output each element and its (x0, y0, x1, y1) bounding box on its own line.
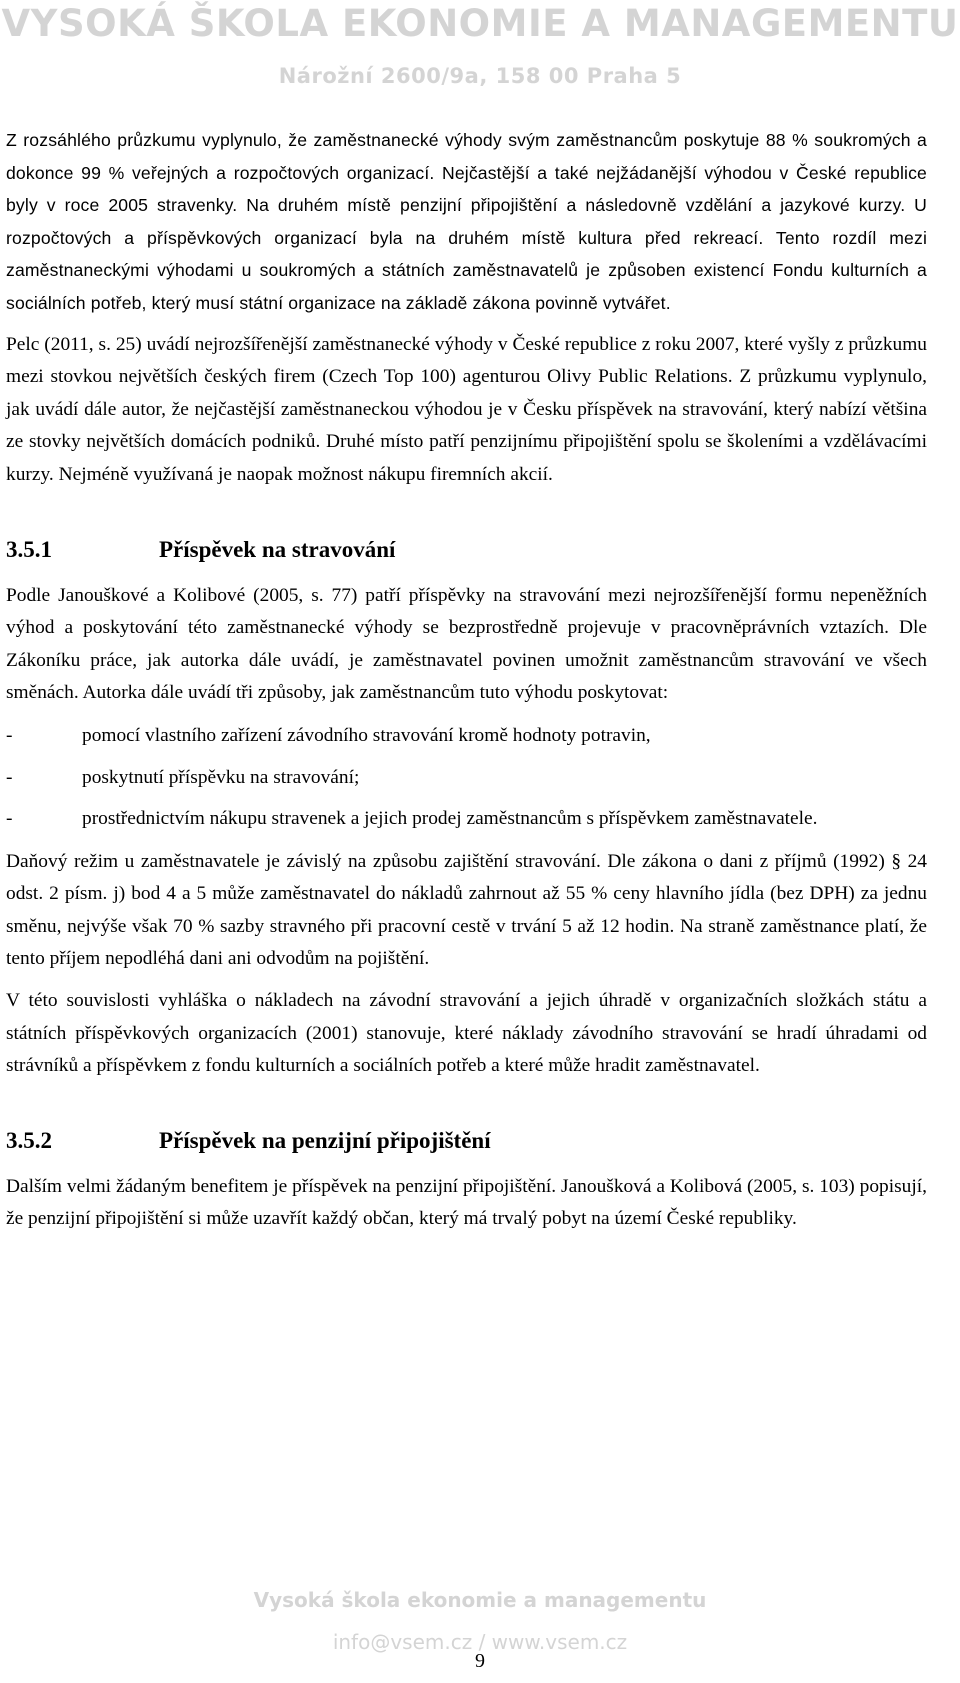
list-item (6, 720, 927, 753)
list-marker: - (6, 808, 13, 830)
watermark-institution: VYSOKÁ ŠKOLA EKONOMIE A MANAGEMENTU (1, 2, 959, 45)
section-3-5-1-paragraph-2: Daňový režim u zaměstnavatele je závislý na způsobu zajištění stravování. Dle zákona o dani z příjmů (1992) § 24 odst. 2 písm. j) bod 4 a 5 může zaměstnavatel do nákladů zahrnout až 55 % ceny hlavního jídla (bez DPH) za jednu směnu, nejvýše však 70 % sazby stravného při pracovní cestě v trvání 5 až 12 hodin. Na straně zaměstnance platí, že tento příjem nepodléhá dani ani odvodům na pojištění. (6, 850, 927, 970)
section-3-5-1-paragraph-3: V této souvislosti vyhláška o nákladech na závodní stravování a jejich úhradě v organizačních složkách státu a státních příspěvkových organizacích (2001) stanovuje, které náklady závodního stravování se hradí úhradami od strávníků a příspěvkem z fondu kulturních a sociálních potřeb a které může hradit zaměstnavatel. (6, 990, 927, 1077)
section-heading-3-5-2 (6, 1121, 927, 1161)
page-number: 9 (475, 1650, 485, 1672)
section-3-5-2-paragraph-1: Dalším velmi žádaným benefitem je příspěvek na penzijní připojištění. Janoušková a Kolibová (2005, s. 103) popisují, že penzijní připojištění si může uzavřít každý občan, který má trvalý pobyt na území České republiky. (6, 1175, 927, 1230)
list-marker: - (6, 724, 13, 746)
watermark-footer-name: Vysoká škola ekonomie a managementu (253, 1588, 707, 1612)
section-title: Příspěvek na penzijní připojištění (159, 1127, 491, 1153)
intro-paragraph-1: Z rozsáhlého průzkumu vyplynulo, že zaměstnanecké výhody svým zaměstnancům poskytuje 88 % soukromých a dokonce 99 % veřejných a rozpočtových organizací. Nejčastější a také nejžádanější výhodou v České republice byly v roce 2005 stravenky. Na druhém místě penzijní připojištění a následovně vzdělání a jazykové kurzy. U rozpočtových a příspěvkových organizací byla na druhém místě kultura před rekreací. Tento rozdíl mezi zaměstnaneckými výhodami u soukromých a státních zaměstnavatelů je způsoben existencí Fondu kulturních a sociálních potřeb, který musí státní organizace na základě zákona povinně vytvářet. (6, 130, 927, 313)
list-item (6, 803, 927, 836)
section-heading-3-5-1 (6, 530, 927, 570)
list-marker: - (6, 766, 13, 788)
document-body (6, 124, 927, 1236)
section-3-5-1-paragraph-1: Podle Janouškové a Kolibové (2005, s. 77) patří příspěvky na stravování mezi nejrozšířenější formu nepeněžních výhod a poskytování této zaměstnanecké výhody se bezprostředně projevuje v pracovněprávních vztazích. Dle Zákoníku práce, jak autorka dále uvádí, je zaměstnavatel povinen umožnit zaměstnancům stravování ve všech směnách. Autorka dále uvádí tři způsoby, jak zaměstnancům tuto výhodu poskytovat: (6, 584, 927, 704)
section-title: Příspěvek na stravování (159, 536, 396, 562)
section-number: 3.5.2 (6, 1127, 52, 1153)
watermark-footer-contact: info@vsem.cz / www.vsem.cz (332, 1630, 628, 1654)
section-number: 3.5.1 (6, 536, 52, 562)
intro-paragraph-2: Pelc (2011, s. 25) uvádí nejrozšířenější zaměstnanecké výhody v České republice z roku 2007, které vyšly z průzkumu mezi stovkou největších českých firem (Czech Top 100) agenturou Olivy Public Relations. Z průzkumu vyplynulo, jak uvádí dále autor, že nejčastější zaměstnaneckou výhodou je v Česku příspěvek na stravování, který nabízí většina ze stovky největších domácích podniků. Druhé místo patří penzijnímu připojištění spolu se školeními a vzdělávacími kurzy. Nejméně využívaná je naopak možnost nákupu firemních akcií. (6, 333, 927, 485)
list-item-text: poskytnutí příspěvku na stravování; (82, 766, 360, 788)
list-item-text: pomocí vlastního zařízení závodního stravování kromě hodnoty potravin, (82, 724, 651, 746)
watermark-address: Nárožní 2600/9a, 158 00 Praha 5 (278, 64, 682, 88)
benefit-methods-list (6, 720, 927, 836)
list-item-text: prostřednictvím nákupu stravenek a jejich prodej zaměstnancům s příspěvkem zaměstnavatele. (82, 808, 818, 830)
list-item (6, 762, 927, 795)
